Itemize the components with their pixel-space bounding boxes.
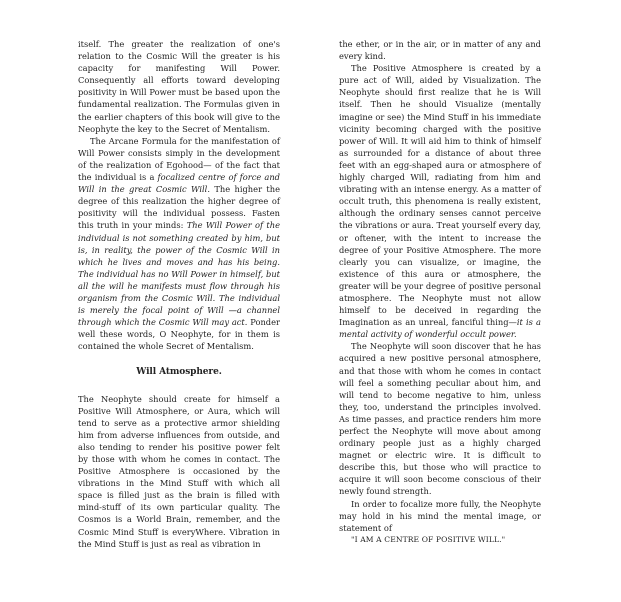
text-span: The higher the degree of this realization the higher degree of positivity will the individual possess. Fasten this truth in your minds: (78, 184, 280, 231)
paragraph: the ether, or in the air, or in matter of any and every kind. (339, 39, 541, 62)
right-column (339, 38, 541, 546)
text-span: The Arcane Formula for the manifestation of Will Power consists simply in the development of the realization of Egohood— of the fact that the individual is a (78, 135, 280, 183)
text-span: The Positive Atmosphere is created by a pure act of Will, aided by Visualization. The Neophyte should first realize that he is Will itself. Then he should Visualize (mentally imagine or see) the Mind Stuff in his immediate vicinity becoming charged with the positive power of Will. It will aid him to think of himself as surrounded for a distance of about three feet with an egg-shaped aura or atmosphere of highly charged Will, radiating from him and vibrating with an intense energy. As a matter of occult truth, this phenomena is really existent, although the ordinary senses cannot perceive the vibrations or aura. Treat yourself every day, or oftener, with the intent to increase the degree of your Positive Atmosphere. The more clearly you can visualize, or imagine, the existence of this aura or atmosphere, the greater will be your degree of positive personal atmosphere. The Neophyte must not allow himself to be deceived in regarding the Imagination as an unreal, fanciful thing— (339, 63, 541, 328)
section-heading: Will Atmosphere. (136, 367, 222, 378)
paragraph: In order to focalize more fully, the Neophyte may hold in his mind the mental image, or statement of (339, 498, 541, 533)
text-span: Ponder well these words, O Neophyte, for in them is contained the whole Secret of Mentalism. (78, 317, 280, 352)
italic-text: The Will Power of the individual is not something created by him, but is, in reality, the power of the Cosmic Will in which he lives and moves and has his being. The individual has no Will Power in himself, but all the will he manifests must flow through his organism from the Cosmic Will. The individual is merely the focal point of Will —a channel through which the Cosmic Will may act. (78, 220, 280, 328)
paragraph: The Neophyte will soon discover that he has acquired a new positive personal atmosphere, and that those with whom he comes in contact will feel a something peculiar about him, and will tend to become negative to him, unless they, too, understand the principles involved. As time passes, and practice renders him more perfect the Neophyte will move about among ordinary people just as a highly charged magnet or electric wire. It is difficult to describe this, but those who will practice to acquire it will soon become conscious of their newly found strength. (339, 341, 541, 497)
paragraph (339, 62, 541, 340)
italic-text: focalized centre of force and Will in the great Cosmic Will. (78, 172, 280, 195)
paragraph: The Neophyte should create for himself a Positive Will Atmosphere, or Aura, which will tend to serve as a protective armor shielding him from adverse influences from outside, and also tending to render his positive power felt by those with whom he comes in contact. The Positive Atmosphere is occasioned by the vibrations in the Mind Stuff with which all space is filled just as the brain is filled with mind-stuff of its own particular quality. The Cosmos is a World Brain, remember, and the Cosmic Mind Stuff is everyWhere. Vibration in the Mind Stuff is just as real as vibration in (78, 393, 280, 549)
left-column (78, 38, 280, 550)
paragraph: itself. The greater the realization of one's relation to the Cosmic Will the greater is his capacity for manifesting Will Power. Consequently all efforts toward developing positivity in Will Power must be based upon the fundamental realization. The Formulas given in the earlier chapters of this book will give to the Neophyte the key to the Secret of Mentalism. (78, 39, 280, 134)
italic-text: it is a mental activity of wonderful occult power. (339, 317, 541, 340)
paragraph (78, 135, 280, 353)
quote-statement: "I AM A CENTRE OF POSITIVE WILL." (351, 534, 506, 544)
